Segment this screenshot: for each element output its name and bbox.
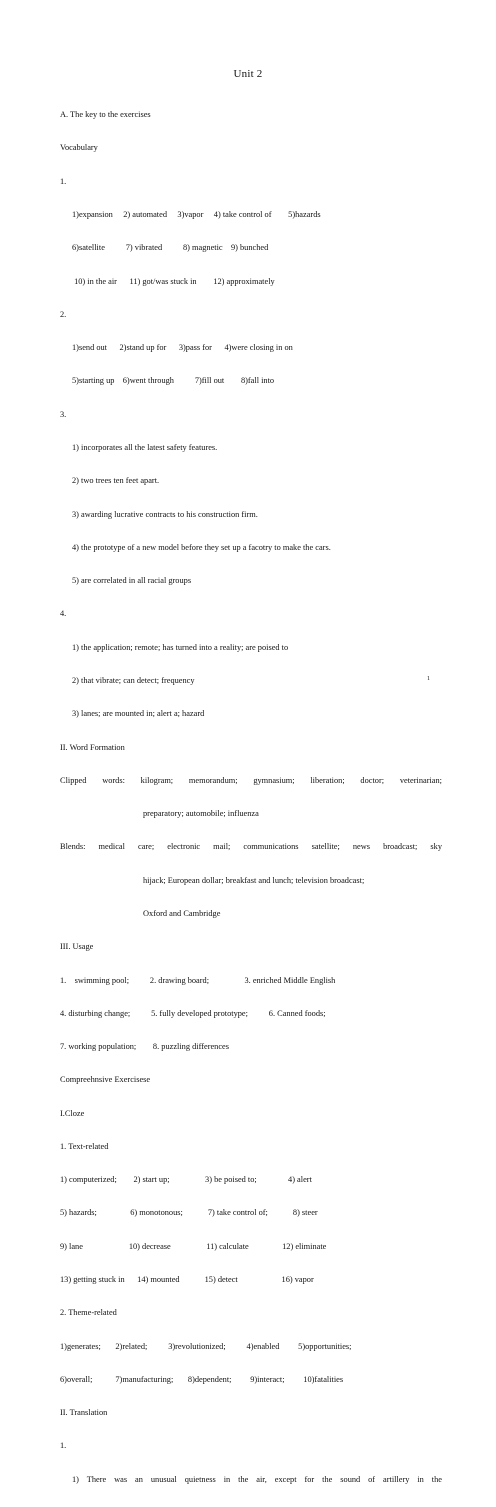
word-formation-line: preparatory; automobile; influenza xyxy=(143,809,259,819)
answer-line: 1) the application; remote; has turned into a reality; are poised to xyxy=(72,642,289,652)
cloze-line: 5) hazards; 6) monotonous; 7) take control of; 8) steer xyxy=(60,1208,318,1218)
cloze-line: 9) lane 10) decrease 11) calculate 12) eliminate xyxy=(60,1241,327,1251)
exercise-number: 2. xyxy=(60,309,67,319)
answer-line: 6)satellite 7) vibrated 8) magnetic 9) bunched xyxy=(72,243,269,253)
cloze-line: 1)generates; 2)related; 3)revolutionized; 4)enabled 5)opportunities; xyxy=(60,1341,352,1351)
section-heading: II. Word Formation xyxy=(60,742,125,752)
answer-line: 1)send out 2)stand up for 3)pass for 4)were closing in on xyxy=(72,343,293,353)
answer-line: 2) that vibrate; can detect; frequency xyxy=(72,675,195,685)
translation-line: 1) There was an unusual quietness in the air, except for the sound of artillery in the xyxy=(72,1474,442,1484)
exercise-number: 3. xyxy=(60,409,67,419)
answer-line: 10) in the air 11) got/was stuck in 12) approximately xyxy=(72,276,275,286)
word-formation-line: hijack; European dollar; breakfast and lunch; television broadcast; xyxy=(143,875,365,885)
section-heading: Compreehnsive Exercisese xyxy=(60,1075,151,1085)
exercise-number: 4. xyxy=(60,609,67,619)
subsection-heading: 1. Text-related xyxy=(60,1141,109,1151)
exercise-number: 1. xyxy=(60,1441,67,1451)
exercise-number: 1. xyxy=(60,176,67,186)
cloze-line: 6)overall; 7)manufacturing; 8)dependent; 9)interact; 10)fatalities xyxy=(60,1374,344,1384)
section-heading: III. Usage xyxy=(60,942,94,952)
answer-line: 4) the prototype of a new model before they set up a facotry to make the cars. xyxy=(72,542,331,552)
page-title: Unit 2 xyxy=(233,68,263,80)
answer-line: 2) two trees ten feet apart. xyxy=(72,476,160,486)
subsection-heading: I.Cloze xyxy=(60,1108,85,1118)
section-heading: A. The key to the exercises xyxy=(60,110,151,120)
cloze-line: 13) getting stuck in 14) mounted 15) detect 16) vapor xyxy=(60,1275,314,1285)
answer-line: 1) incorporates all the latest safety features. xyxy=(72,443,218,452)
subsection-heading: 2. Theme-related xyxy=(60,1308,117,1318)
word-formation-line: Clipped words: kilogram; memorandum; gymnasium; liberation; doctor; veterinarian; xyxy=(60,775,442,785)
subsection-heading: Vocabulary xyxy=(60,143,98,153)
answer-line: 3) awarding lucrative contracts to his construction firm. xyxy=(72,509,258,519)
usage-line: 4. disturbing change; 5. fully developed prototype; 6. Canned foods; xyxy=(60,1008,326,1018)
usage-line: 7. working population; 8. puzzling differences xyxy=(60,1042,230,1052)
document-body xyxy=(60,87,442,1507)
section-heading: II. Translation xyxy=(60,1408,108,1418)
answer-line: 5) are correlated in all racial groups xyxy=(72,576,192,586)
page-number: 1 xyxy=(427,676,430,682)
answer-line: 1)expansion 2) automated 3)vapor 4) take control of 5)hazards xyxy=(72,210,321,220)
word-formation-line: Oxford and Cambridge xyxy=(143,908,221,918)
answer-line: 5)starting up 6)went through 7)fill out 8)fall into xyxy=(72,376,275,386)
word-formation-line: Blends: medical care; electronic mail; communications satellite; news broadcast; sky xyxy=(60,842,442,852)
cloze-line: 1) computerized; 2) start up; 3) be poised to; 4) alert xyxy=(60,1175,312,1185)
usage-line: 1. swimming pool; 2. drawing board; 3. enriched Middle English xyxy=(60,975,336,985)
answer-line: 3) lanes; are mounted in; alert a; hazard xyxy=(72,709,205,719)
